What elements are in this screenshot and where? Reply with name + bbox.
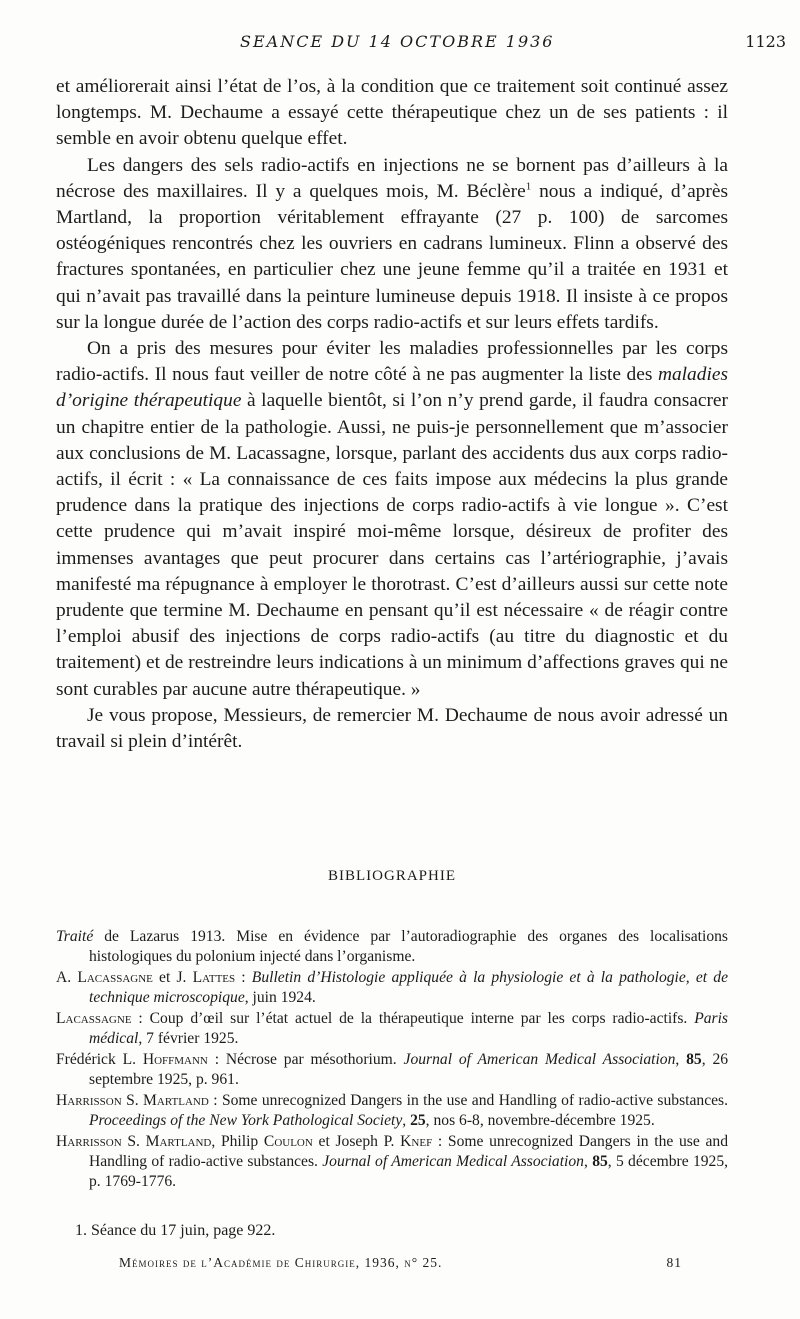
entry-text: : Nécrose par mésothorium. [207, 1051, 404, 1068]
entry-text: A. [56, 969, 78, 986]
entry-text: : Some unrecognized Dangers in the use and Handling of radio-active substances. [208, 1092, 729, 1109]
entry-journal: Proceedings of the New York Pathological Society [89, 1112, 403, 1129]
bibliography-entry [56, 1009, 728, 1049]
entry-title: Traité [56, 928, 94, 945]
entry-volume: 85 [592, 1153, 608, 1170]
entry-text: , [402, 1112, 411, 1129]
body-text [56, 74, 728, 755]
entry-text: , 5 décembre 1925, p. 1769-1776. [89, 1153, 729, 1190]
entry-text: et J. [152, 969, 193, 986]
entry-journal: Journal of American Medical Association [322, 1153, 584, 1170]
running-head [0, 32, 800, 56]
entry-text: , 26 septembre 1925, p. 961. [89, 1051, 729, 1088]
session-title: SEANCE DU 14 OCTOBRE 1936 [240, 32, 555, 51]
entry-text: Frédérick L. [56, 1051, 143, 1068]
entry-journal: Journal of American Medical Association [403, 1051, 676, 1068]
entry-author: Harrisson S. Martland [56, 1092, 209, 1109]
bibliography-entry [56, 1132, 728, 1192]
paragraph-4: Je vous propose, Messieurs, de remercier M. Dechaume de nous avoir adressé un travail si plein d’intérêt. [56, 704, 728, 753]
entry-text: , 7 février 1925. [138, 1030, 239, 1047]
entry-author: Lattes [192, 969, 236, 986]
bibliography-entry [56, 1091, 728, 1131]
entry-text: , Philip [211, 1133, 264, 1150]
sheet-number: 81 [666, 1255, 682, 1270]
entry-text: , nos 6-8, novembre-décembre 1925. [425, 1112, 655, 1129]
paragraph-2 [56, 153, 728, 336]
entry-text: : Coup d’œil sur l’état actuel de la thérapeutique interne par les corps radio-actifs. [131, 1010, 695, 1027]
entry-author: Coulon [263, 1133, 313, 1150]
paragraph-3-text-a: On a pris des mesures pour éviter les maladies professionnelles par les corps radio-actifs. Il nous faut veiller de notre côté à ne pas augmenter la liste des [56, 338, 728, 386]
bibliography-list [56, 927, 728, 1193]
paragraph-2-text-a: Les dangers des sels radio-actifs en injections ne se bornent pas d’ailleurs à la nécrose des maxillaires. Il y a quelques mois, M. Béclère [56, 154, 728, 202]
entry-volume: 85 [686, 1051, 702, 1068]
paragraph-3-text-b: à laquelle bientôt, si l’on n’y prend garde, il faudra consacrer un chapitre entier de la pathologie. Aussi, ne puis-je personnellement que m’associer aux conclusions de M. Lacassagne, lorsque, parlant des accidents dus aux corps radio-actifs, il écrit : « La connaissance de ces faits impose aux médecins la plus grande prudence dans la pratique des injections de corps radio-actifs à vie longue ». C’est cette prudence qui m’avait inspiré moi-même lorsque, désireux de profiter des immenses avantages que peut procurer dans certains cas l’artériographie, j’avais manifesté ma répugnance à employer le thorotrast. C’est d’ailleurs aussi sur cette note prudente que termine M. Dechaume en pensant qu’il est nécessaire « de réagir contre l’emploi abusif des injections de corps radio-actifs (au titre du diagnostic et du traitement) et de restreindre leurs indications à un minimum d’affections graves qui ne sont curables par aucune autre thérapeutique. » [56, 390, 728, 700]
page-number: 1123 [745, 32, 786, 51]
entry-author: Knef [400, 1133, 433, 1150]
footnote-marker: 1 [525, 180, 532, 193]
entry-text: : Some unrecognized Dangers in the use and Handling of radio-active substances. [89, 1133, 728, 1170]
entry-author: Hoffmann [142, 1051, 208, 1068]
bibliography-entry [56, 927, 728, 967]
bibliography-entry [56, 968, 728, 1008]
paragraph-3-italic: maladies d’origine thérapeutique [56, 364, 728, 412]
entry-text: et Joseph P. [312, 1133, 401, 1150]
paragraph-2-text-b: nous a indiqué, d’après Martland, la proportion véritablement effrayante (27 p. 100) de sarcomes ostéogéniques rencontrés chez les ouvriers en cadrans lumineux. Flinn a observé des fractures spontanées, en particulier chez une jeune femme qu’il a traitée en 1931 et qui n’avait pas travaillé dans la peinture lumineuse depuis 1918. Il insiste à ce propos sur la longue durée de l’action des corps radio-actifs et sur leurs effets tardifs. [56, 180, 728, 333]
entry-text: : [235, 969, 252, 986]
entry-volume: 25 [410, 1112, 426, 1129]
entry-author: Lacassagne [77, 969, 153, 986]
entry-author: Lacassagne [56, 1010, 132, 1027]
entry-text: , juin 1924. [244, 989, 316, 1006]
paragraph-1: et améliorerait ainsi l’état de l’os, à la condition que ce traitement soit continué assez longtemps. M. Dechaume a essayé cette thérapeutique chez un de ses patients : il semble en avoir obtenu quelque effet. [56, 76, 728, 150]
page-footer [119, 1255, 682, 1275]
entry-author: Harrisson S. Martland [56, 1133, 212, 1150]
footnote-number: 1. [75, 1222, 87, 1239]
entry-journal: Bulletin d’Histologie appliquée à la physiologie et à la pathologie, et de technique microscopique [89, 969, 728, 1006]
journal-reference: Mémoires de l’Académie de Chirurgie, 1936, n° 25. [119, 1255, 443, 1270]
bibliography-heading: BIBLIOGRAPHIE [328, 868, 456, 884]
entry-journal: Paris médical [89, 1010, 728, 1047]
bibliography-entry [56, 1050, 728, 1090]
footnote [75, 1222, 275, 1240]
entry-text: , [583, 1153, 593, 1170]
footnote-text: Séance du 17 juin, page 922. [87, 1222, 276, 1239]
paragraph-3 [56, 336, 728, 703]
entry-text: , [675, 1051, 687, 1068]
entry-text: de Lazarus 1913. Mise en évidence par l’autoradiographie des organes des localisations histologiques du polonium injecté dans l’organisme. [89, 928, 728, 965]
